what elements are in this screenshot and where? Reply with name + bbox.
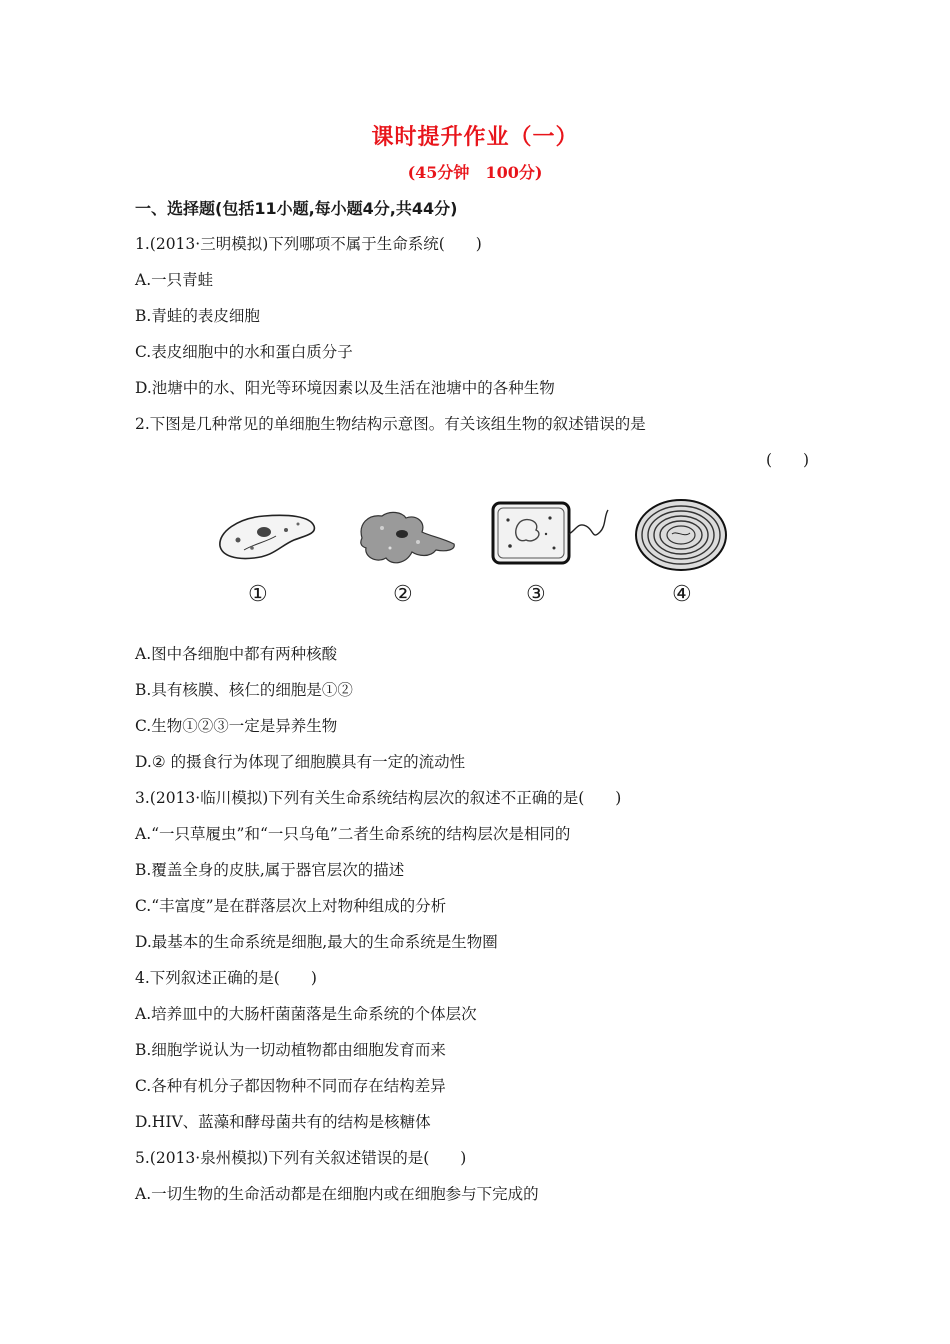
q2-stem: 2.下图是几种常见的单细胞生物结构示意图。有关该组生物的叙述错误的是 bbox=[135, 415, 646, 433]
q2-answer-paren: ( ) bbox=[766, 451, 810, 469]
q2-option-d: D.② 的摄食行为体现了细胞膜具有一定的流动性 bbox=[135, 753, 466, 771]
bacterium-drawing bbox=[490, 500, 614, 566]
q2-option-a: A.图中各细胞中都有两种核酸 bbox=[135, 645, 338, 663]
q2-option-b: B.具有核膜、核仁的细胞是①② bbox=[135, 681, 353, 699]
q2-option-c: C.生物①②③一定是异养生物 bbox=[135, 717, 338, 735]
q3-option-a: A.“一只草履虫”和“一只乌龟”二者生命系统的结构层次是相同的 bbox=[135, 825, 571, 843]
q1-option-a: A.一只青蛙 bbox=[135, 271, 214, 289]
figure-label-1: ① bbox=[248, 582, 268, 607]
q4-option-d: D.HIV、蓝藻和酵母菌共有的结构是核糖体 bbox=[135, 1113, 431, 1131]
q1-option-b: B.青蛙的表皮细胞 bbox=[135, 307, 260, 325]
figure-label-4: ④ bbox=[672, 582, 692, 607]
q3-option-d: D.最基本的生命系统是细胞,最大的生命系统是生物圈 bbox=[135, 933, 498, 951]
q3-stem: 3.(2013·临川模拟)下列有关生命系统结构层次的叙述不正确的是( ) bbox=[135, 789, 622, 807]
q5-stem: 5.(2013·泉州模拟)下列有关叙述错误的是( ) bbox=[135, 1149, 467, 1167]
q4-option-b: B.细胞学说认为一切动植物都由细胞发育而来 bbox=[135, 1041, 446, 1059]
q4-option-a: A.培养皿中的大肠杆菌菌落是生命系统的个体层次 bbox=[135, 1005, 477, 1023]
q1-option-c: C.表皮细胞中的水和蛋白质分子 bbox=[135, 343, 353, 361]
q5-option-a: A.一切生物的生命活动都是在细胞内或在细胞参与下完成的 bbox=[135, 1185, 539, 1203]
q4-stem: 4.下列叙述正确的是( ) bbox=[135, 969, 317, 987]
page-subtitle: (45分钟 100分) bbox=[407, 163, 543, 182]
amoeba-drawing bbox=[356, 508, 460, 568]
q3-option-c: C.“丰富度”是在群落层次上对物种组成的分析 bbox=[135, 897, 447, 915]
page-title: 课时提升作业（一） bbox=[371, 125, 579, 150]
figure-label-3: ③ bbox=[526, 582, 546, 607]
cell-figure bbox=[210, 494, 740, 614]
q4-option-c: C.各种有机分子都因物种不同而存在结构差异 bbox=[135, 1077, 446, 1095]
q1-stem: 1.(2013·三明模拟)下列哪项不属于生命系统( ) bbox=[135, 235, 482, 253]
q1-option-d: D.池塘中的水、阳光等环境因素以及生活在池塘中的各种生物 bbox=[135, 379, 555, 397]
q3-option-b: B.覆盖全身的皮肤,属于器官层次的描述 bbox=[135, 861, 405, 879]
paramecium-drawing bbox=[214, 510, 318, 562]
figure-label-2: ② bbox=[393, 582, 413, 607]
section-heading: 一、选择题(包括11小题,每小题4分,共44分) bbox=[135, 199, 458, 218]
concentric-cell-drawing bbox=[634, 498, 728, 572]
